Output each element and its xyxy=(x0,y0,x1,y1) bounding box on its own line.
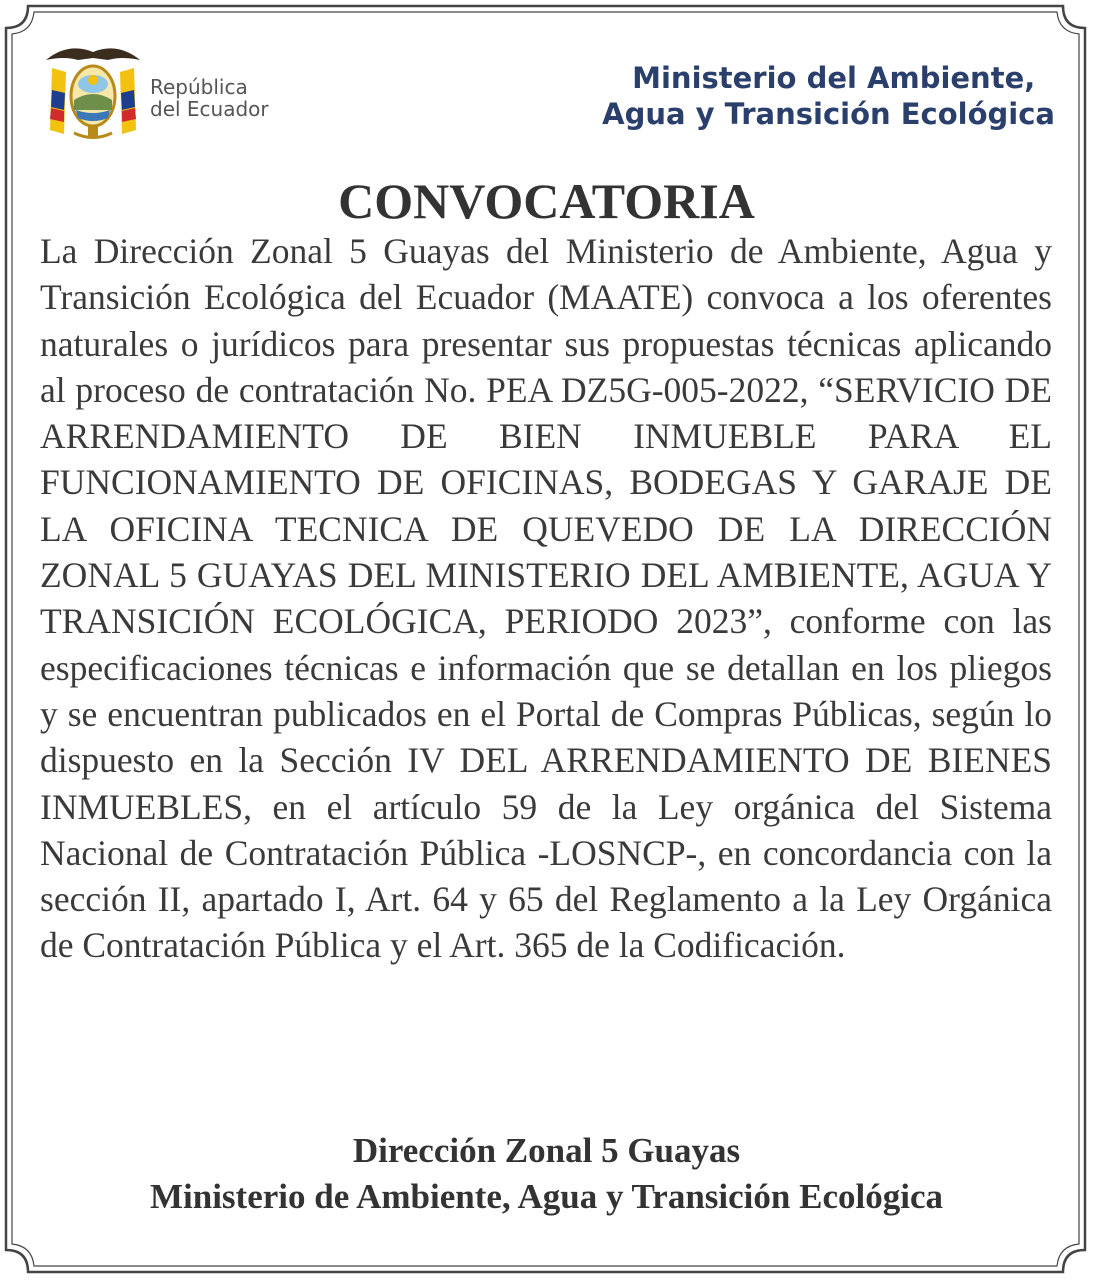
page-title: CONVOCATORIA xyxy=(338,173,755,229)
ministry-line-1: Ministerio del Ambiente, xyxy=(632,61,1036,95)
ministry-line-2: Agua y Transición Ecológica xyxy=(602,97,1055,131)
country-line-1: República xyxy=(150,75,248,99)
signature-block xyxy=(0,1128,1093,1220)
ministry-name xyxy=(602,60,1055,132)
header xyxy=(0,0,1093,170)
coat-of-arms-icon xyxy=(38,38,148,143)
country-line-2: del Ecuador xyxy=(150,97,269,121)
signature-line-2: Ministerio de Ambiente, Agua y Transición Ecológica xyxy=(149,1177,943,1216)
country-name xyxy=(150,76,269,120)
signature-line-1: Dirección Zonal 5 Guayas xyxy=(352,1131,741,1170)
notice-body: La Dirección Zonal 5 Guayas del Ministerio de Ambiente, Agua y Transición Ecológica del Ecuador (MAATE) convoca a los oferentes naturales o jurídicos para presentar sus propuestas técnicas aplicando al proceso de contratación No. PEA DZ5G-005-2022, “SERVICIO DE ARRENDAMIENTO DE BIEN INMUEBLE PARA EL FUNCIONAMIENTO DE OFICINAS, BODEGAS Y GARAJE DE LA OFICINA TECNICA DE QUEVEDO DE LA DIRECCIÓN ZONAL 5 GUAYAS DEL MINISTERIO DEL AMBIENTE, AGUA Y TRANSICIÓN ECOLÓGICA, PERIODO 2023”, conforme con las especificaciones técnicas e información que se detallan en los pliegos y se encuentran publicados en el Portal de Compras Públicas, según lo dispuesto en la Sección IV DEL ARRENDAMIENTO DE BIENES INMUEBLES, en el artículo 59 de la Ley orgánica del Sistema Nacional de Contratación Pública -LOSNCP-, en concordancia con la sección II, apartado I, Art. 64 y 65 del Reglamento a la Ley Orgánica de Contratación Pública y el Art. 365 de la Codificación. xyxy=(40,231,1052,966)
